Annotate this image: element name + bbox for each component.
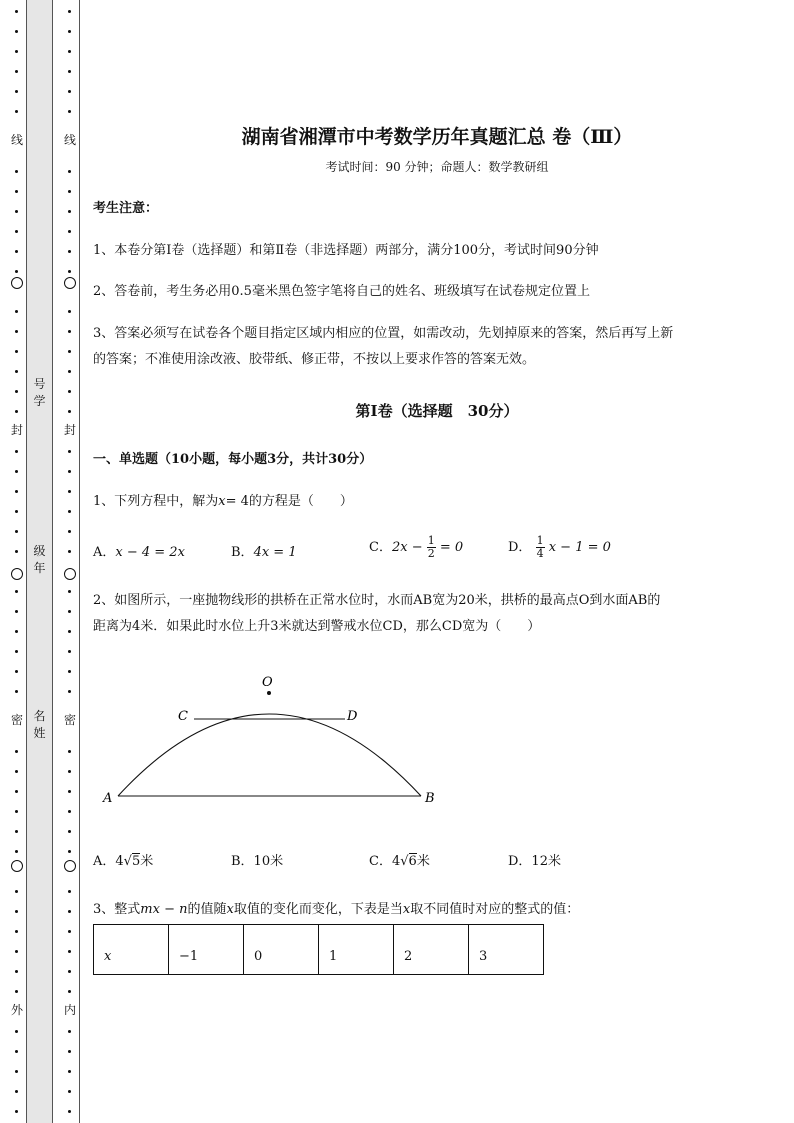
dot bbox=[68, 850, 71, 853]
question-2-option-a[interactable]: A．4√5米 bbox=[93, 854, 154, 869]
question-1-option-a[interactable]: A．x − 4 = 2x bbox=[93, 545, 185, 560]
dot bbox=[68, 790, 71, 793]
question-1-option-d[interactable]: D． $\frac{1}{4}$ x − 1 = 0 bbox=[508, 534, 611, 560]
notice-item-3-line-1: 3、答案必须写在试卷各个题目指定区域内相应的位置，如需改动，先划掉原来的答案，然后再写上新 bbox=[93, 326, 674, 341]
dot bbox=[68, 90, 71, 93]
question-2-option-d[interactable]: D．12米 bbox=[508, 854, 561, 869]
dot bbox=[68, 630, 71, 633]
dot bbox=[68, 510, 71, 513]
dot bbox=[15, 690, 18, 693]
dot bbox=[15, 1030, 18, 1033]
question-2-option-c[interactable]: C．4√6米 bbox=[369, 854, 430, 869]
sqrt-icon: √ bbox=[400, 854, 409, 869]
dot bbox=[68, 1070, 71, 1073]
parabola-bridge-figure bbox=[95, 668, 445, 813]
binding-mark: 封 bbox=[63, 423, 76, 437]
exam-subtitle: 考试时间：90 分钟；命题人：数学教研组 bbox=[325, 160, 549, 174]
question-3-stem: 3、整式mx − n的值随x取值的变化而变化，下表是当x取不同值时对应的整式的值： bbox=[93, 902, 580, 917]
name-label: 名姓 bbox=[33, 709, 46, 740]
notice-heading: 考生注意： bbox=[93, 201, 159, 216]
dot bbox=[15, 950, 18, 953]
label-b: B bbox=[425, 791, 435, 806]
dot bbox=[15, 910, 18, 913]
dot bbox=[15, 990, 18, 993]
circle-icon bbox=[64, 860, 76, 872]
dot bbox=[68, 830, 71, 833]
dot bbox=[68, 210, 71, 213]
dot bbox=[68, 550, 71, 553]
dot bbox=[15, 90, 18, 93]
dot bbox=[68, 410, 71, 413]
binding-mark: 线 bbox=[10, 133, 23, 147]
dot bbox=[68, 650, 71, 653]
question-1-stem: 1、下列方程中，解为x= 4的方程是（ ） bbox=[93, 494, 353, 509]
dot bbox=[68, 890, 71, 893]
apex-point bbox=[267, 691, 271, 695]
dot bbox=[15, 770, 18, 773]
binding-mark: 线 bbox=[63, 133, 76, 147]
part-one-title: 第Ⅰ卷（选择题 30分） bbox=[355, 402, 519, 420]
dot bbox=[15, 810, 18, 813]
sqrt-icon: √ bbox=[123, 854, 132, 869]
dot bbox=[15, 790, 18, 793]
binding-margin-outer bbox=[8, 0, 26, 1123]
dot bbox=[15, 630, 18, 633]
dot bbox=[68, 310, 71, 313]
dot bbox=[68, 350, 71, 353]
dot bbox=[68, 170, 71, 173]
table-header-x: x bbox=[94, 925, 169, 975]
dot bbox=[68, 230, 71, 233]
dot bbox=[15, 50, 18, 53]
question-2-line-2: 距离为4米．如果此时水位上升3米就达到警戒水位CD，那么CD宽为（ ） bbox=[93, 619, 541, 634]
dot bbox=[68, 1050, 71, 1053]
dot bbox=[68, 930, 71, 933]
notice-item-2: 2、答卷前，考生务必用0.5毫米黑色签字笔将自己的姓名、班级填写在试卷规定位置上 bbox=[93, 284, 590, 299]
circle-icon bbox=[11, 860, 23, 872]
dot bbox=[15, 170, 18, 173]
dot bbox=[15, 830, 18, 833]
table-cell: 2 bbox=[394, 925, 469, 975]
question-1-option-c[interactable]: C．2x − $\frac{1}{2}$ = 0 bbox=[369, 534, 464, 560]
dot bbox=[68, 250, 71, 253]
dot bbox=[15, 370, 18, 373]
label-d: D bbox=[347, 709, 358, 724]
dot bbox=[15, 930, 18, 933]
dot bbox=[68, 590, 71, 593]
dot bbox=[15, 70, 18, 73]
dot bbox=[15, 250, 18, 253]
dot bbox=[15, 350, 18, 353]
dot bbox=[68, 670, 71, 673]
dot bbox=[68, 330, 71, 333]
dot bbox=[68, 970, 71, 973]
dot bbox=[68, 190, 71, 193]
circle-icon bbox=[64, 277, 76, 289]
fraction: $\frac{1}{2}$ bbox=[427, 534, 435, 560]
value-table bbox=[93, 924, 544, 975]
dot bbox=[15, 390, 18, 393]
page-title: 湖南省湘潭市中考数学历年真题汇总 卷（Ⅲ） bbox=[241, 126, 633, 148]
table-cell: 0 bbox=[244, 925, 319, 975]
circle-icon bbox=[11, 277, 23, 289]
dot bbox=[15, 670, 18, 673]
question-1-option-b[interactable]: B．4x = 1 bbox=[231, 545, 297, 560]
label-o: O bbox=[262, 675, 273, 690]
dot bbox=[15, 1070, 18, 1073]
dot bbox=[68, 910, 71, 913]
dot bbox=[15, 650, 18, 653]
dot bbox=[15, 850, 18, 853]
dot bbox=[68, 70, 71, 73]
notice-item-3-line-2: 的答案；不准使用涂改液、胶带纸、修正带，不按以上要求作答的答案无效。 bbox=[93, 352, 536, 367]
section-heading: 一、单选题（10小题，每小题3分，共计30分） bbox=[93, 452, 373, 467]
dot bbox=[15, 610, 18, 613]
notice-item-1: 1、本卷分第Ⅰ卷（选择题）和第Ⅱ卷（非选择题）两部分，满分100分，考试时间90分钟 bbox=[93, 243, 599, 258]
dot bbox=[15, 450, 18, 453]
dot bbox=[15, 470, 18, 473]
label-c: C bbox=[178, 709, 188, 724]
binding-mark: 内 bbox=[63, 1003, 76, 1017]
dot bbox=[68, 950, 71, 953]
dot bbox=[15, 530, 18, 533]
dot bbox=[15, 190, 18, 193]
dot bbox=[68, 990, 71, 993]
dot bbox=[68, 690, 71, 693]
dot bbox=[68, 390, 71, 393]
grade-label: 级年 bbox=[33, 544, 46, 575]
dot bbox=[68, 470, 71, 473]
dot bbox=[68, 50, 71, 53]
dot bbox=[68, 1090, 71, 1093]
dot bbox=[68, 490, 71, 493]
dot bbox=[15, 510, 18, 513]
dot bbox=[68, 110, 71, 113]
table-cell: 1 bbox=[319, 925, 394, 975]
dot bbox=[15, 550, 18, 553]
binding-margin-inner bbox=[61, 0, 79, 1123]
question-2-option-b[interactable]: B．10米 bbox=[231, 854, 284, 869]
dot bbox=[15, 1110, 18, 1113]
fraction: $\frac{1}{4}$ bbox=[536, 534, 544, 560]
dot bbox=[15, 10, 18, 13]
dot bbox=[15, 270, 18, 273]
dot bbox=[15, 1050, 18, 1053]
dot bbox=[68, 810, 71, 813]
parabola-arch bbox=[118, 714, 421, 796]
table-cell: 3 bbox=[469, 925, 544, 975]
label-a: A bbox=[103, 791, 113, 806]
circle-icon bbox=[64, 568, 76, 580]
dot bbox=[15, 1090, 18, 1093]
dot bbox=[15, 330, 18, 333]
binding-mark: 封 bbox=[10, 423, 23, 437]
question-2-line-1: 2、如图所示，一座抛物线形的拱桥在正常水位时，水而AB宽为20米，拱桥的最高点O到水面AB的 bbox=[93, 593, 661, 608]
dot bbox=[15, 750, 18, 753]
dot bbox=[15, 890, 18, 893]
binding-mark: 外 bbox=[10, 1003, 23, 1017]
dot bbox=[68, 10, 71, 13]
dot bbox=[68, 530, 71, 533]
dot bbox=[68, 1110, 71, 1113]
dot bbox=[15, 970, 18, 973]
student-id-label: 号学 bbox=[33, 377, 46, 408]
binding-mark: 密 bbox=[63, 713, 76, 727]
dot bbox=[68, 1030, 71, 1033]
circle-icon bbox=[11, 568, 23, 580]
dot bbox=[68, 450, 71, 453]
dot bbox=[15, 590, 18, 593]
dot bbox=[15, 230, 18, 233]
dot bbox=[15, 310, 18, 313]
table-cell: −1 bbox=[169, 925, 244, 975]
dot bbox=[68, 610, 71, 613]
binding-mark: 密 bbox=[10, 713, 23, 727]
dot bbox=[15, 110, 18, 113]
dot bbox=[15, 410, 18, 413]
dot bbox=[68, 270, 71, 273]
dot bbox=[68, 750, 71, 753]
dot bbox=[68, 770, 71, 773]
table-row bbox=[94, 925, 544, 975]
dot bbox=[15, 490, 18, 493]
dot bbox=[68, 30, 71, 33]
dot bbox=[15, 30, 18, 33]
dot bbox=[68, 370, 71, 373]
dot bbox=[15, 210, 18, 213]
